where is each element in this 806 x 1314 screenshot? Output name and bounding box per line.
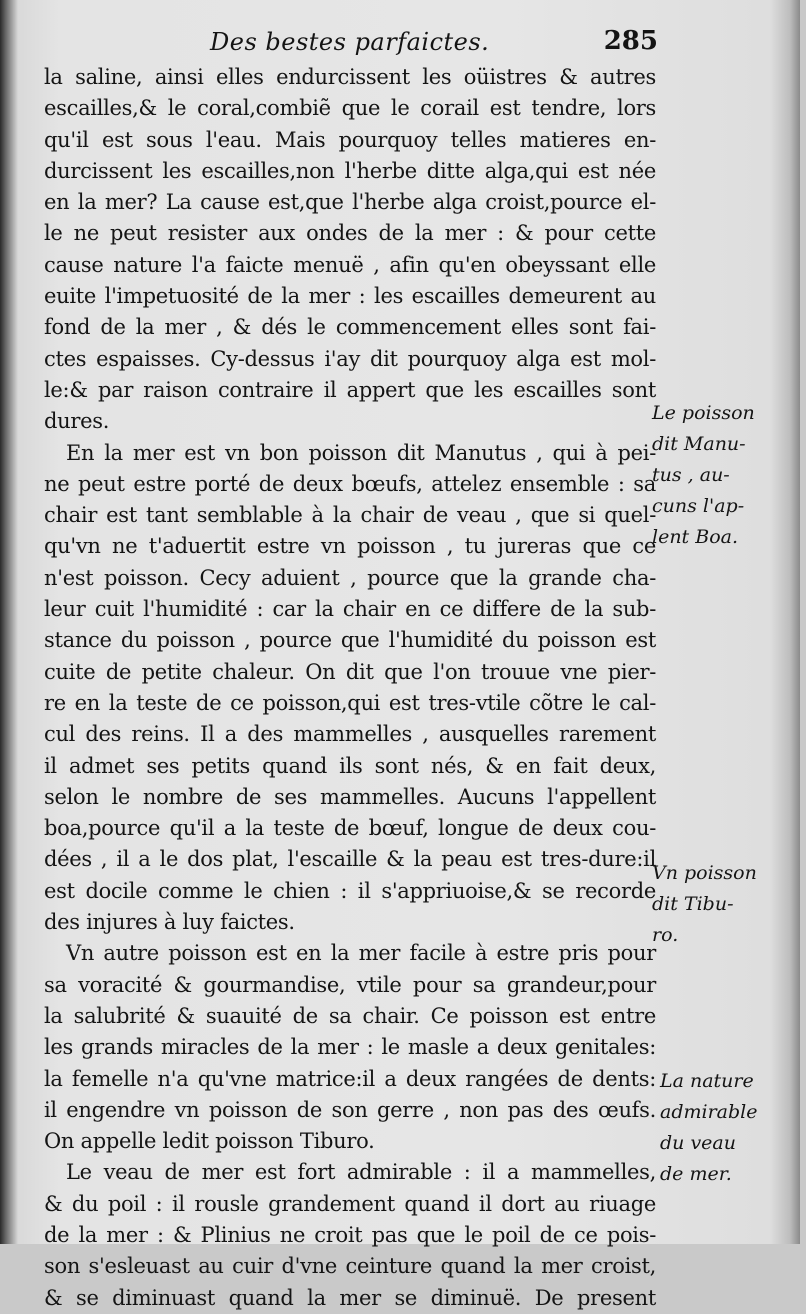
margin-note-line: La nature: [660, 1070, 754, 1092]
text-line: qu'il est sous l'eau. Mais pourquoy telles matieres en-: [44, 127, 656, 152]
page-header: [210, 18, 658, 58]
margin-note-line: ro.: [652, 924, 679, 946]
text-line: son s'esleuast au cuir d'vne ceinture quand la mer croist,: [44, 1254, 656, 1279]
text-line: sa voracité & gourmandise, vtile pour sa grandeur,pour: [44, 972, 656, 997]
text-line: dures.: [44, 409, 110, 434]
text-line: selon le nombre de ses mammelles. Aucuns l'appellent: [44, 784, 656, 809]
text-line: cause nature l'a faicte menuë , afin qu'en obeyssant elle: [44, 252, 656, 277]
margin-note-line: du veau: [660, 1132, 736, 1154]
text-line: le ne peut resister aux ondes de la mer : & pour cette: [44, 221, 656, 246]
text-line: de la mer : & Plinius ne croit pas que le poil de ce pois-: [44, 1222, 656, 1247]
text-line: les grands miracles de la mer : le masle a deux genitales:: [44, 1035, 656, 1060]
text-line: en la mer? La cause est,que l'herbe alga croist,pource el-: [44, 190, 656, 215]
body-text: [44, 62, 656, 1314]
text-line: euite l'impetuosité de la mer : les escailles demeurent au: [44, 284, 656, 309]
text-line: cul des reins. Il a des mammelles , ausquelles rarement: [44, 722, 656, 747]
text-line: ne peut estre porté de deux bœufs, attelez ensemble : sa: [44, 471, 656, 496]
margin-note-line: cuns l'ap-: [652, 495, 745, 517]
text-line: & se diminuast quand la mer se diminuë. De present: [44, 1285, 656, 1310]
paragraph-start-line: En la mer est vn bon poisson dit Manutus , qui à pei-: [66, 440, 656, 465]
margin-note-line: admirable: [660, 1101, 758, 1123]
margin-note-line: tus , au-: [652, 464, 730, 486]
margin-note-veau-de-mer: [660, 1066, 806, 1190]
text-line: stance du poisson , pource que l'humidité du poisson est: [44, 628, 656, 653]
text-line: il admet ses petits quand ils sont nés, & en fait deux,: [44, 753, 656, 778]
text-line: durcissent les escailles,non l'herbe ditte alga,qui est née: [44, 158, 656, 183]
text-line: la saline, ainsi elles endurcissent les oüistres & autres: [44, 65, 656, 89]
text-line: le:& par raison contraire il appert que les escailles sont: [44, 377, 656, 402]
paragraph-start-line: Vn autre poisson est en la mer facile à estre pris pour: [66, 941, 656, 966]
text-line: fond de la mer , & dés le commencement elles sont fai-: [44, 315, 656, 340]
margin-note-line: Vn poisson: [652, 862, 757, 884]
text-line: & du poil : il rousle grandement quand il dort au riuage: [44, 1191, 656, 1216]
margin-note-tiburo: [652, 858, 798, 951]
text-line: est docile comme le chien : il s'appriuoise,& se recorde: [44, 878, 656, 903]
text-line: boa,pource qu'il a la teste de bœuf, longue de deux cou-: [44, 816, 656, 841]
margin-note-line: lent Boa.: [652, 526, 739, 548]
page-number: 285: [603, 26, 658, 56]
text-line: il engendre vn poisson de son gerre , non pas des œufs.: [44, 1097, 656, 1122]
margin-note-line: de mer.: [660, 1163, 732, 1185]
text-line: la femelle n'a qu'vne matrice:il a deux rangées de dents:: [44, 1066, 656, 1091]
margin-note-manutus: [652, 398, 798, 553]
paragraph-start-line: Le veau de mer est fort admirable : il a mammelles,: [66, 1160, 656, 1185]
text-line: re en la teste de ce poisson,qui est tres-vtile cõtre le cal-: [44, 690, 656, 715]
margin-note-line: Le poisson: [652, 402, 755, 424]
text-line: cuite de petite chaleur. On dit que l'on trouue vne pier-: [44, 659, 656, 684]
running-head: Des bestes parfaictes.: [210, 28, 490, 56]
text-line: la salubrité & suauité de sa chair. Ce poisson est entre: [44, 1003, 656, 1028]
text-line: dées , il a le dos plat, l'escaille & la peau est tres-dure:il: [44, 847, 656, 872]
text-line: n'est poisson. Cecy aduient , pource que la grande cha-: [44, 565, 656, 590]
text-line: chair est tant semblable à la chair de veau , que si quel-: [44, 503, 656, 528]
text-line: ctes espaisses. Cy-dessus i'ay dit pourquoy alga est mol-: [44, 346, 656, 371]
margin-note-line: dit Manu-: [652, 433, 746, 455]
text-line: qu'vn ne t'aduertit estre vn poisson , tu jureras que ce: [44, 534, 656, 559]
text-line: escailles,& le coral,combiẽ que le corail est tendre, lors: [44, 96, 656, 121]
text-line: des injures à luy faictes.: [44, 910, 295, 935]
text-line: leur cuit l'humidité : car la chair en ce differe de la sub-: [44, 597, 656, 622]
margin-note-line: dit Tibu-: [652, 893, 734, 915]
margin-notes: [652, 0, 798, 1244]
text-line: On appelle ledit poisson Tiburo.: [44, 1129, 375, 1154]
